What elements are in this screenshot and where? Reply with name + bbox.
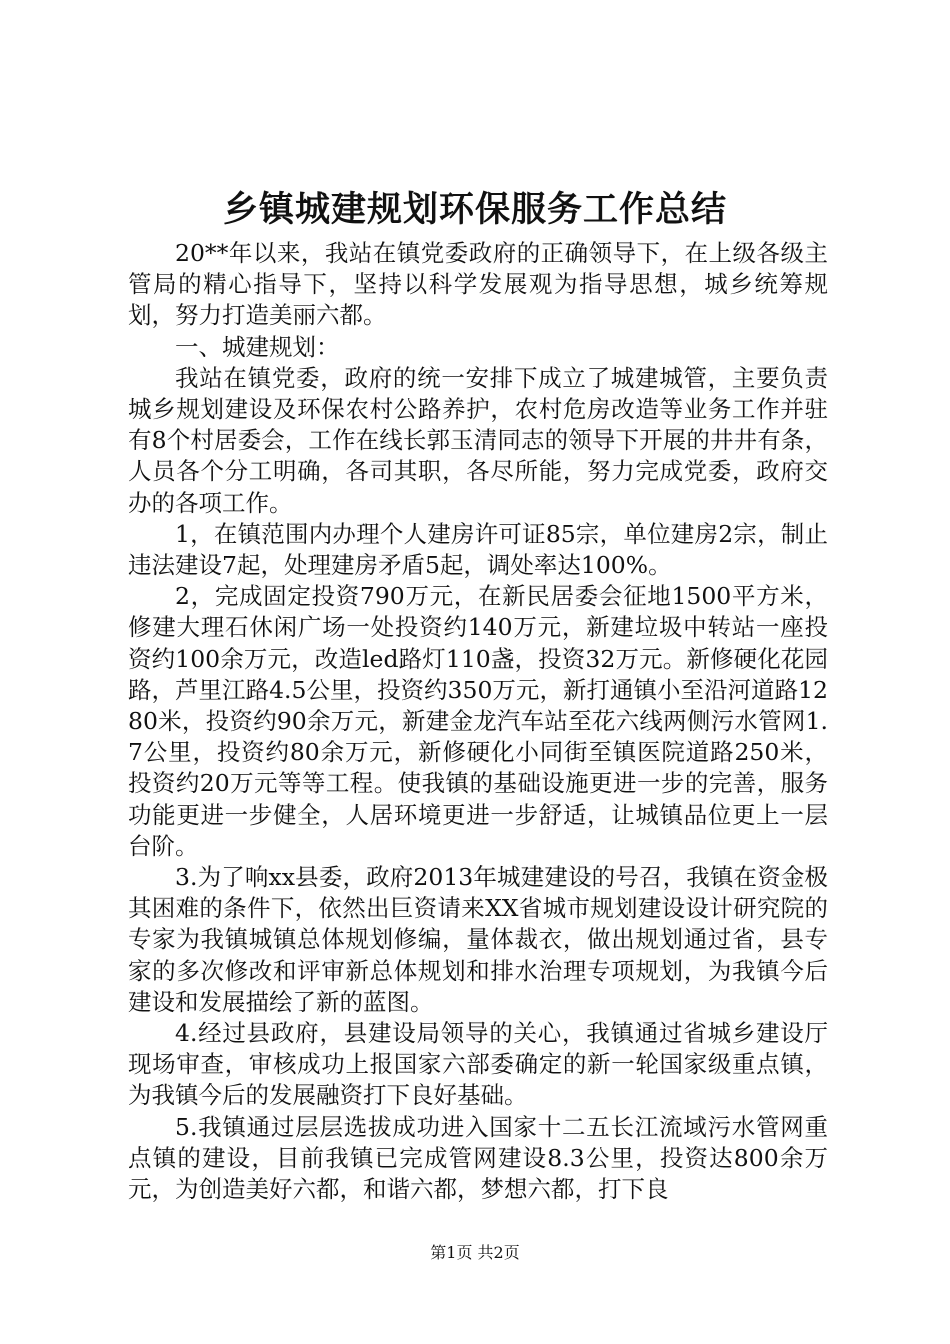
body-paragraph: 2，完成固定投资790万元，在新民居委会征地1500平方米，修建大理石休闲广场一处投资约140万元，新建垃圾中转站一座投资约100余万元，改造led路灯110盏，投资32万元。新修硬化花园路，芦里江路4.5公里，投资约350万元，新打通镇小至沿河道路1280米，投资约90余万元，新建金龙汽车站至花六线两侧污水管网1.7公里，投资约80余万元，新修硬化小同街至镇医院道路250米，投资约20万元等等工程。使我镇的基础设施更进一步的完善，服务功能更进一步健全，人居环境更进一步舒适，让城镇品位更上一层台阶。 [128,582,828,860]
page-number-footer: 第1页 共2页 [430,1243,520,1262]
body-paragraph: 1，在镇范围内办理个人建房许可证85宗，单位建房2宗，制止违法建设7起，处理建房矛盾5起，调处率达100%。 [128,519,828,580]
body-paragraph: 5.我镇通过层层选拔成功进入国家十二五长江流域污水管网重点镇的建设，目前我镇已完成管网建设8.3公里，投资达800余万元，为创造美好六都，和谐六都，梦想六都，打下良 [128,1112,828,1204]
document-title: 乡镇城建规划环保服务工作总结 [222,189,727,230]
section-heading: 一、城建规划： [175,332,340,361]
body-paragraph: 我站在镇党委，政府的统一安排下成立了城建城管，主要负责城乡规划建设及环保农村公路养护，农村危房改造等业务工作并驻有8个村居委会，工作在线长郭玉清同志的领导下开展的井井有条，人员各个分工明确，各司其职，各尽所能，努力完成党委，政府交办的各项工作。 [128,363,828,517]
body-paragraph: 4.经过县政府，县建设局领导的关心，我镇通过省城乡建设厅现场审查，审核成功上报国家六部委确定的新一轮国家级重点镇，为我镇今后的发展融资打下良好基础。 [128,1019,828,1110]
intro-paragraph: 20**年以来，我站在镇党委政府的正确领导下，在上级各级主管局的精心指导下，坚持以科学发展观为指导思想，城乡统筹规划，努力打造美丽六都。 [128,239,828,330]
body-paragraph: 3.为了响xx县委，政府2013年城建建设的号召，我镇在资金极其困难的条件下，依然出巨资请来XX省城市规划建设设计研究院的专家为我镇城镇总体规划修编，量体裁衣，做出规划通过省，县专家的多次修改和评审新总体规划和排水治理专项规划，为我镇今后建设和发展描绘了新的蓝图。 [128,863,828,1016]
document-body [128,238,828,1205]
